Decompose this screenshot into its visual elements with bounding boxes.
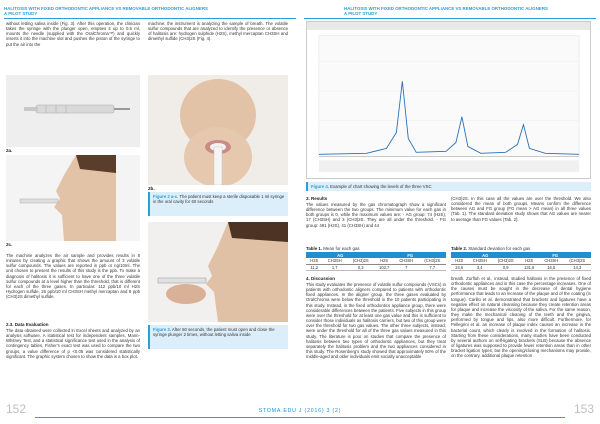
table-1 <box>306 252 446 271</box>
section-heading-4: 4. Discussion <box>306 276 336 281</box>
table-2-group-ag: AG <box>451 252 519 258</box>
table-2-value-cell: 131,6 <box>519 264 539 270</box>
figure-2b-photo <box>148 75 288 185</box>
table-1-title: Table 1. Mean for each gas <box>306 246 360 251</box>
section-heading-2-3: 2.3. Data Evaluation <box>6 322 49 327</box>
table-2-header-cell: CH3SH <box>467 258 492 264</box>
figure-2a-photo <box>6 75 140 147</box>
table-2-value-cell: 14,3 <box>564 264 591 270</box>
figure-4-caption: Figure 4. Example of chart showing the levels of the three VSC <box>306 182 591 191</box>
table-1-header-cell: H2S <box>306 258 322 264</box>
table-2-value-cell: 24,6 <box>451 264 467 270</box>
results-text-col1: The values measured by the gas chromatograph show a significant difference between the two groups. The minimum value for each gas in both groups is 0, while the maximum values are: - AG group: 74 (H2S), 17 (CH3SH) and 3 (CH3)2S. They are all under the threshold. - FG group: 491 (H2S), 41 (CH3SH) and 44 <box>306 202 446 228</box>
table-2-value-cell: 0,9 <box>492 264 519 270</box>
table-1-value-cell: 0,3 <box>347 264 374 270</box>
table-2-value-cell: 3,4 <box>467 264 492 270</box>
page-number-left: 152 <box>6 402 27 416</box>
figure-2a-label: 2a. <box>6 148 13 153</box>
table-1-header-cell: H2S <box>374 258 394 264</box>
results-text-col2: (CH3)2S. In this case all the values are over the threshold. We also considered the mean of both groups. Means confirm the difference between AG and FG group (FG mean > AG mean) in all three values (Tab. 1). The standard deviation study shows that AG values are nearer to average than FG values (Tab. 2). <box>451 196 591 222</box>
running-header-left: HALITOSIS WITH FIXED ORTHODONTIC APPLIANCE VS REMOVABLE ORTHODONTIC ALIGNERS A PILOT STUDY <box>4 6 208 17</box>
table-1-header-cell: (CH3)2S <box>347 258 374 264</box>
running-header-right: HALITOSIS WITH FIXED ORTHODONTIC APPLIANCE VS REMOVABLE ORTHODONTIC ALIGNERS A PILOT STUDY <box>344 6 548 17</box>
figure-2-caption: Figure 2 a-c. The patient must keep a sterile disposable 1 ml syringe in the oral cavity for 60 seconds <box>148 192 288 216</box>
page-number-right: 153 <box>573 402 594 416</box>
syringe-photo-image <box>6 75 140 147</box>
table-2-title: Table 2. Standard deviation for each gas <box>451 246 531 251</box>
header-rule-right <box>304 18 596 19</box>
body-text-col1-bottom2: The data obtained were collected in Excel sheets and analyzed by an analysis software. A statistical test for independent samples, Mann-Whitney Test, and a statistical significance test used in the analysis of contingency tables, Fisher's exact test was used to compare the two groups, a value difference of p <0.05 was considered statistically significant. The graphic system chosen to show the data is a box plot. <box>6 328 140 359</box>
body-text-col1-top: without letting saliva inside (Fig. 3). After this operation, the clinician takes the syringe with the plunger open, empties it up to 0.5 ml, mounts the needle (supplied with the OralChroma™) and quickly inserts it into the machine slot and pushes the piston of the syringe to put the air into the <box>6 21 140 47</box>
table-1-group-ag: AG <box>306 252 374 258</box>
table-2-header-cell: (CH3)2S <box>492 258 519 264</box>
right-page <box>300 0 600 424</box>
figure-2c-label: 2c. <box>6 242 13 247</box>
table-2-value-cell: 16,5 <box>539 264 564 270</box>
body-text-col1-bottom: The machine analyzes the air sample and provides results in 8 minutes by creating a graphic that shows the amount of 3 volatile sulfur compounds. The values are reported in ppb or ng/10ml. The unit chosen to present the results of this study is the ppb. To make a diagnosis of halitosis it is sufficient to have one of the three volatile sulfur compounds at a level higher than the threshold, that is different for each of the three gases. In particular: 112 ppb/10 ml H2S Hydrogen sulfide, 26 ppb/10 ml CH3SH methyl mercaptan and 8 ppb (CH3)2S dimethyl sulfide. <box>6 253 140 300</box>
table-2-header-cell: H2S <box>451 258 467 264</box>
body-text-col2-top: machine: the instrument is analyzing the sample of breath. The volatile sulfur compounds that are analyzed to identify the presence or absence of halitosis are: hydrogen sulphide (H2S), methyl mercaptan CH3SH and dimethyl sulfide (CH3)2S (Fig. 4). <box>148 21 288 42</box>
figure-3-photo <box>148 222 288 322</box>
patient-syringe-photo-image <box>148 75 288 185</box>
figure-4-chart-image <box>306 21 591 179</box>
syringe-plunger-photo-image <box>148 222 288 322</box>
patient-profile-photo-image <box>6 155 140 241</box>
table-2-header-cell: H2S <box>519 258 539 264</box>
journal-footer: STOMA.EDU J (2016) 3 (2) <box>258 408 342 414</box>
figure-3-caption: Figure 3. After 60 seconds, the patient must open and close the syringe plunger 2 times, without letting saliva inside <box>148 325 288 349</box>
table-2 <box>451 252 591 271</box>
table-1-header-cell: CH3SH <box>394 258 419 264</box>
discussion-text-col1: This study evaluates the presence of volatile sulfur compounds (VSCs) in patients with orthodontic aligners compared to patients with orthodontic fixed appliances. In the aligner group, the three gases evaluated by OralChroma were below the threshold in the 10 patients participating in this study. Instead, in the fixed orthodontics appliance group, there were considerable differences between the patients. Five subjects in this group were over the threshold for at least one gas value and this is sufficient to consider those individuals as halitosis carriers, but two of this group were over the threshold for two gas values. The other three subjects, instead, were under the threshold for all of the three gas values measured in this study. The literature is poor on studies that compare the presence of halitosis between two types of orthodontic appliances, but they treat separately the halitosis problem and the two appliances considered in this study. The Rosenberg's study showed that approximately 50% of the middle-aged and older individuals emit socially unacceptable <box>306 282 446 360</box>
table-row <box>306 264 446 270</box>
figure-2c-photo <box>6 155 140 241</box>
vsc-chart-image <box>307 22 590 178</box>
header-rule <box>4 18 296 19</box>
table-row <box>451 264 591 270</box>
figure-2b-label: 2b. <box>148 186 155 191</box>
table-1-value-cell: 11,2 <box>306 264 322 270</box>
table-2-group-fg: FG <box>519 252 591 258</box>
section-heading-3: 3. Results <box>306 196 328 201</box>
table-1-value-cell: 7 <box>394 264 419 270</box>
table-1-value-cell: 103,7 <box>374 264 394 270</box>
table-1-value-cell: 1,7 <box>322 264 347 270</box>
table-2-header-cell: (CH3)2S <box>564 258 591 264</box>
table-1-value-cell: 7,7 <box>419 264 446 270</box>
discussion-text-col2: breath. Zurfluh et al., instead, studied halitosis in the presence of fixed orthodontic appliances and in this case the percentage increases. One of the causes must be sought in the decrease of dental hygiene performance that leads to an increase of the plaque and of the coating (in tongue). Carillo et al. demonstrated that brackets and ligatures have a negative effect on natural cleansing because they create retention areas for plaque and increase the viscosity of the saliva. For the same reason, they make the mechanical cleaning of the teeth and the gingiva, performed by tongue and lips, also more difficult. Furthermore, for Pellegrini et al. an increase of plaque index causes an increase in the bacterial count, which clearly is involved in the formation of halitosis. Starting from these considerations, many studies have been conducted by several authors on self-ligating brackets (SLB) because the absence of ligatures was supposed to provide fewer retention areas than in other bracket ligation types, but the opening/closing mechanisms may provide, on the contrary, additional plaque retention <box>451 276 591 359</box>
table-1-header-cell: CH3SH <box>322 258 347 264</box>
footer-rule <box>35 417 565 418</box>
table-1-group-fg: FG <box>374 252 446 258</box>
table-1-header-cell: (CH3)2S <box>419 258 446 264</box>
table-2-header-cell: CH3SH <box>539 258 564 264</box>
